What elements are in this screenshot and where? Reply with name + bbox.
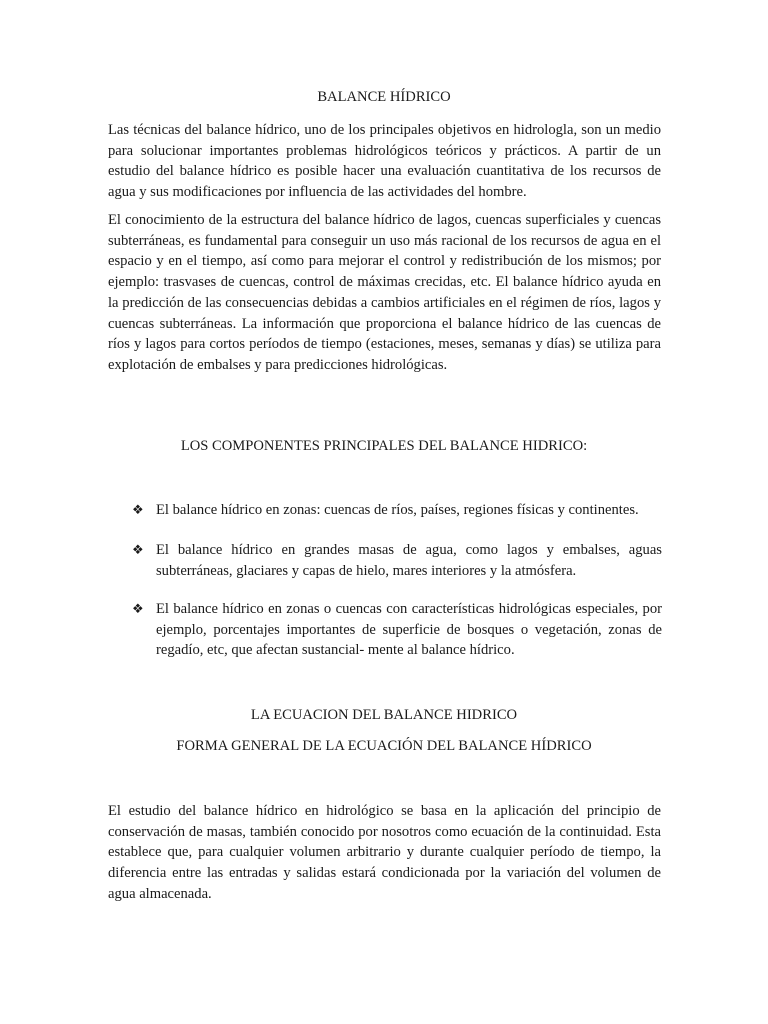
list-item	[132, 599, 662, 661]
intro-paragraph: Las técnicas del balance hídrico, uno de los principales objetivos en hidrologla, son un medio para solucionar importantes problemas hidrológicos teóricos y prácticos. A partir de un estudio del balance hídrico es posible hacer una evaluación cuantitativa de los recursos de agua y sus modificaciones por influencia de las actividades del hombre.	[108, 122, 661, 201]
list-item-text: El balance hídrico en zonas o cuencas con características hidrológicas especiales, por ejemplo, porcentajes importantes de superficie de bosques o vegetación, zonas de regadío, etc, que afectan sustancial- mente al balance hídrico.	[156, 601, 662, 659]
list-item	[132, 500, 662, 521]
diamond-bullet-icon: ❖	[132, 542, 144, 557]
list-item-text: El balance hídrico en zonas: cuencas de ríos, países, regiones físicas y continentes.	[156, 502, 639, 518]
list-item-text: El balance hídrico en grandes masas de agua, como lagos y embalses, aguas subterráneas, glaciares y capas de hielo, mares interiores y la atmósfera.	[156, 542, 662, 579]
equation-heading: LA ECUACION DEL BALANCE HIDRICO	[250, 707, 518, 723]
diamond-bullet-icon: ❖	[132, 502, 144, 517]
general-form-heading: FORMA GENERAL DE LA ECUACIÓN DEL BALANCE HÍDRICO	[176, 738, 592, 754]
diamond-bullet-icon: ❖	[132, 601, 144, 616]
list-item	[132, 540, 662, 581]
conservation-paragraph: El estudio del balance hídrico en hidrológico se basa en la aplicación del principio de conservación de masas, también conocido por nosotros como ecuación de la continuidad. Esta establece que, para cualquier volumen arbitrario y durante cualquier período de tiempo, la diferencia entre las entradas y salidas estará condicionada por la variación del volumen de agua almacenada.	[108, 803, 661, 902]
document-title: BALANCE HÍDRICO	[317, 89, 451, 105]
structure-paragraph: El conocimiento de la estructura del balance hídrico de lagos, cuencas superficiales y cuencas subterráneas, es fundamental para conseguir un uso más racional de los recursos de agua en el espacio y en el tiempo, así como para mejorar el control y redistribución de los mismos; por ejemplo: trasvases de cuencas, control de máximas crecidas, etc. El balance hídrico ayuda en la predicción de las consecuencias debidas a cambios artificiales en el régimen de ríos, lagos y cuencas subterráneas. La información que proporciona el balance hídrico de las cuencas de ríos y lagos para cortos períodos de tiempo (estaciones, meses, semanas y días) se utiliza para explotación de embalses y para predicciones hidrológicas.	[108, 212, 661, 373]
components-heading: LOS COMPONENTES PRINCIPALES DEL BALANCE HIDRICO:	[180, 438, 588, 454]
